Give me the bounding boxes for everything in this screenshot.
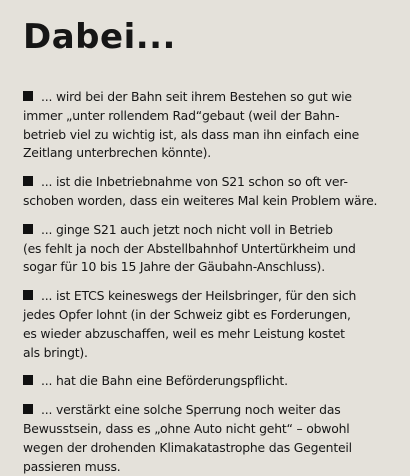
box-heading: Dabei... (23, 17, 176, 57)
bullet-list (23, 88, 398, 476)
square-bullet-icon (23, 404, 33, 414)
list-item (23, 173, 398, 211)
list-item-text: ... verstärkt eine solche Sperrung noch weiter das Bewusstsein, dass es „ohne Auto nicht geht“ – obwohl wegen der drohenden Klimakatastrophe das Gegenteil passieren muss. (23, 402, 352, 474)
square-bullet-icon (23, 224, 33, 234)
square-bullet-icon (23, 176, 33, 186)
list-item (23, 287, 398, 362)
list-item (23, 372, 398, 391)
list-item (23, 401, 398, 476)
list-item-text: ... ist ETCS keineswegs der Heilsbringer, für den sich jedes Opfer lohnt (in der Schweiz gibt es Forderungen, es wieder abzuschaffen, weil es mehr Leistung kostet als bringt). (23, 288, 357, 360)
square-bullet-icon (23, 375, 33, 385)
list-item-text: ... ginge S21 auch jetzt noch nicht voll in Betrieb (es fehlt ja noch der Abstellbahnhof Untertürkheim und sogar für 10 bis 15 Jahre der Gäubahn-Anschluss). (23, 221, 356, 275)
list-item-text: ... wird bei der Bahn seit ihrem Bestehen so gut wie immer „unter rollendem Rad“gebaut (weil der Bahn- betrieb viel zu wichtig ist, als dass man ihn einfach eine Zeitlang unterbrechen könnte). (23, 89, 360, 161)
square-bullet-icon (23, 91, 33, 101)
list-item (23, 88, 398, 163)
list-item (23, 221, 398, 277)
square-bullet-icon (23, 290, 33, 300)
list-item-text: ... hat die Bahn eine Beförderungspflicht. (41, 373, 288, 389)
list-item-text: ... ist die Inbetriebnahme von S21 schon so oft ver- schoben worden, dass ein weiteres Mal kein Problem wäre. (23, 174, 378, 208)
